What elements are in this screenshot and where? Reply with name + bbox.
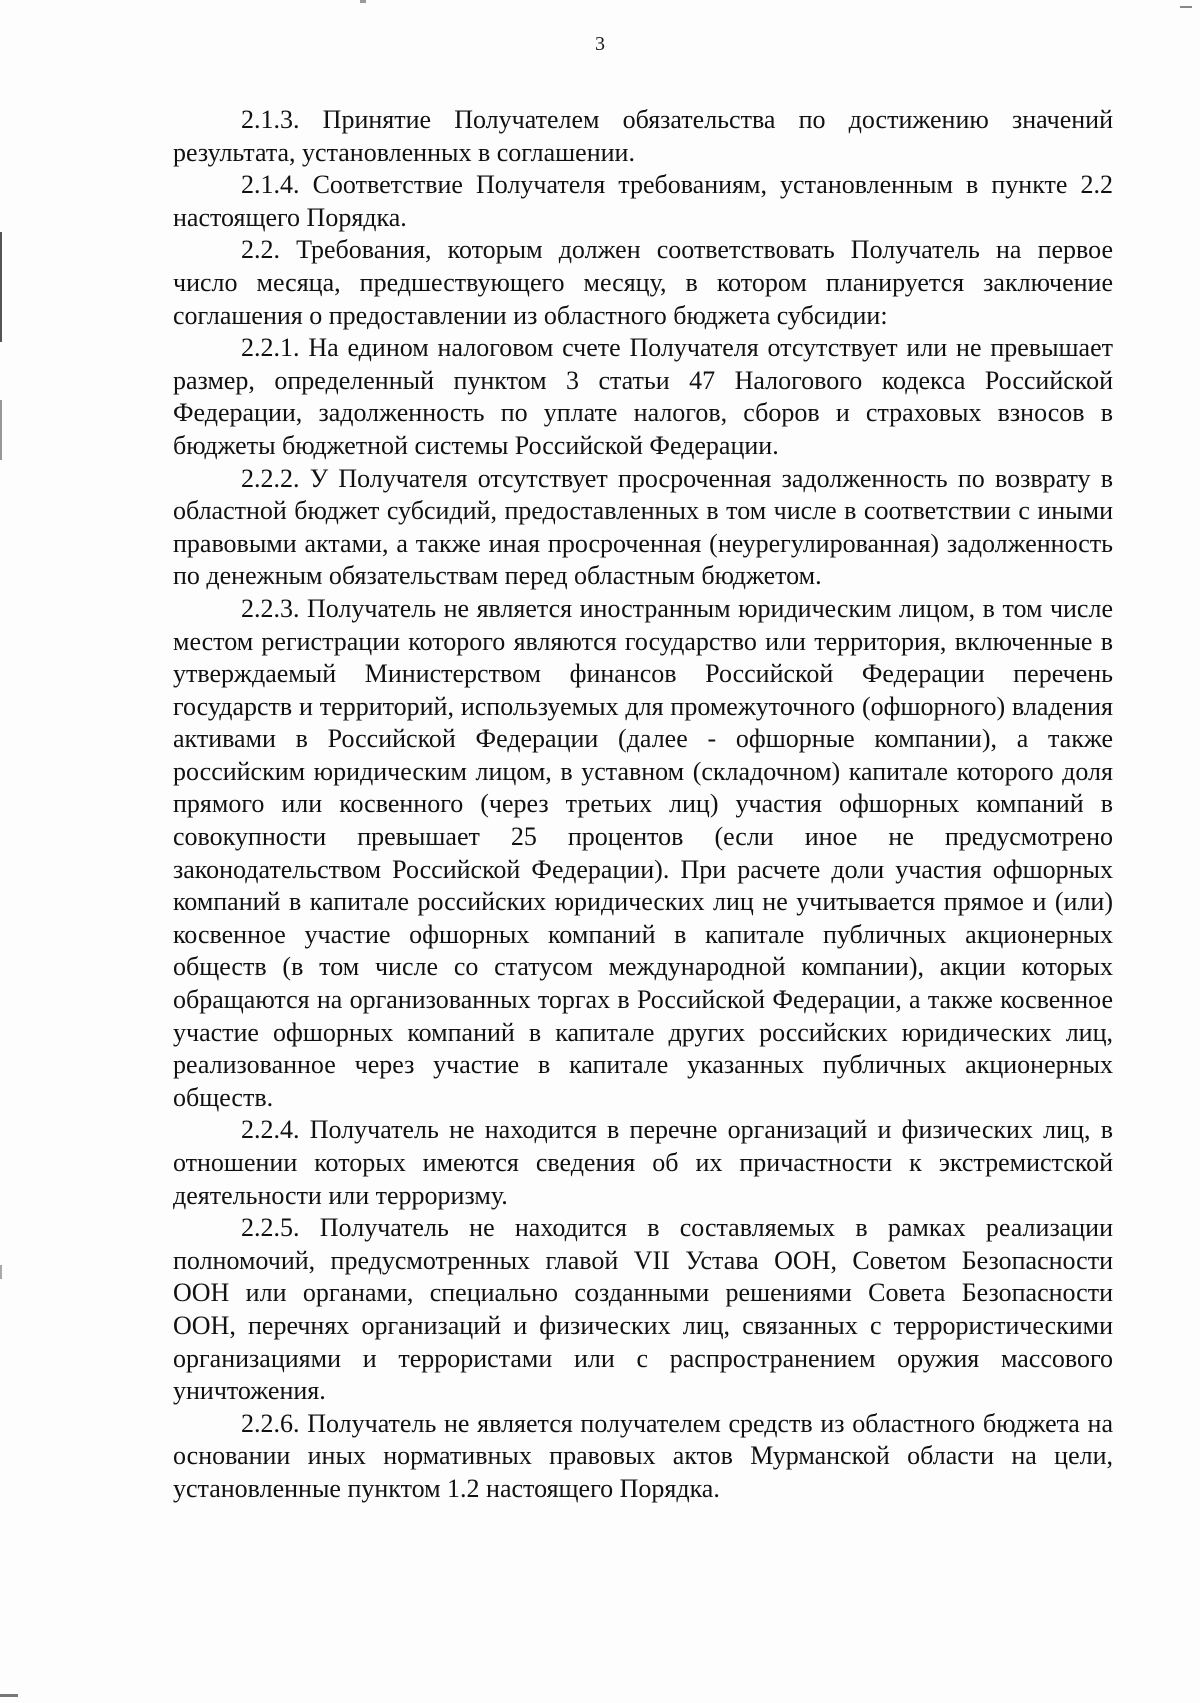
- paragraph-2-2-3: 2.2.3. Получатель не является иностранным юридическим лицом, в том числе местом регистрации которого являются государство или территория, включенные в утверждаемый Министерством финансов Российской Федерации перечень государств и территорий, используемых для промежуточного (офшорного) владения активами в Российской Федерации (далее - офшорные компании), а также российским юридическим лицом, в уставном (складочном) капитале которого доля прямого или косвенного (через третьих лиц) участия офшорных компаний в совокупности превышает 25 процентов (если иное не предусмотрено законодательством Российской Федерации). При расчете доли участия офшорных компаний в капитале российских юридических лиц не учитывается прямое и (или) косвенное участие офшорных компаний в капитале публичных акционерных обществ (в том числе со статусом международной компании), акции которых обращаются на организованных торгах в Российской Федерации, а также косвенное участие офшорных компаний в капитале других российских юридических лиц, реализованное через участие в капитале указанных публичных акционерных обществ.: [173, 593, 1113, 1112]
- paragraph-2-2-6: 2.2.6. Получатель не является получателем средств из областного бюджета на основании иных нормативных правовых актов Мурманской области на цели, установленные пунктом 1.2 настоящего Порядка.: [173, 1408, 1113, 1503]
- scan-edge-mark: [0, 232, 2, 342]
- scan-artifact-top: [360, 0, 366, 3]
- paragraph-2-2-5: 2.2.5. Получатель не находится в составляемых в рамках реализации полномочий, предусмотренных главой VII Устава ООН, Советом Безопасности ООН или органами, специально созданными решениями Совета Безопасности ООН, перечнях организаций и физических лиц, связанных с террористическими организациями и террористами или с распространением оружия массового уничтожения.: [173, 1213, 1113, 1406]
- scan-edge-mark: [0, 400, 2, 460]
- document-body: [173, 104, 1113, 1506]
- scan-artifact-corner: [1180, 6, 1192, 8]
- paragraph-2-1-4: 2.1.4. Соответствие Получателя требованиям, установленным в пункте 2.2 настоящего Порядка.: [173, 170, 1113, 232]
- paragraph-2-1-3: 2.1.3. Принятие Получателем обязательства по достижению значений результата, установленных в соглашении.: [173, 105, 1113, 167]
- page-number: 3: [595, 33, 605, 55]
- paragraph-2-2: 2.2. Требования, которым должен соответствовать Получатель на первое число месяца, предшествующего месяцу, в котором планируется заключение соглашения о предоставлении из областного бюджета субсидии:: [173, 235, 1113, 330]
- scan-artifact-bottom: [0, 1694, 18, 1697]
- paragraph-2-2-4: 2.2.4. Получатель не находится в перечне организаций и физических лиц, в отношении которых имеются сведения об их причастности к экстремистской деятельности или терроризму.: [173, 1115, 1113, 1210]
- scan-edge-mark: [0, 1265, 2, 1279]
- paragraph-2-2-2: 2.2.2. У Получателя отсутствует просроченная задолженность по возврату в областной бюджет субсидий, предоставленных в том числе в соответствии с иными правовыми актами, а также иная просроченная (неурегулированная) задолженность по денежным обязательствам перед областным бюджетом.: [173, 463, 1113, 591]
- paragraph-2-2-1: 2.2.1. На едином налоговом счете Получателя отсутствует или не превышает размер, определенный пунктом 3 статьи 47 Налогового кодекса Российской Федерации, задолженность по уплате налогов, сборов и страховых взносов в бюджеты бюджетной системы Российской Федерации.: [173, 333, 1113, 460]
